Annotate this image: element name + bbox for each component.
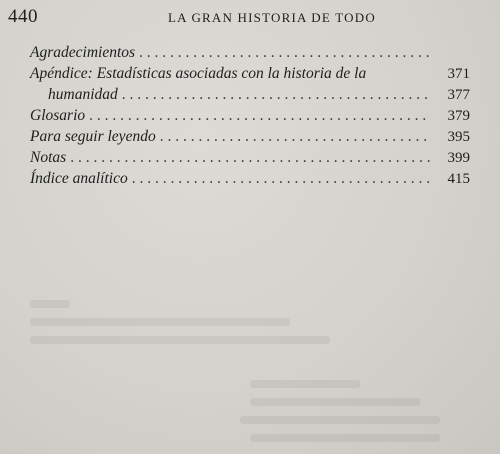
toc-entry-page: 371 <box>447 66 470 82</box>
toc-entry-title: Para seguir leyendo <box>30 128 156 145</box>
faint-line <box>240 416 440 424</box>
page-header <box>8 6 488 28</box>
toc-entry-notas <box>30 149 470 170</box>
toc-entry-agradecimientos <box>30 44 470 65</box>
toc-entry-page: 415 <box>447 171 470 187</box>
toc-entry-title-continued: humanidad <box>48 86 118 103</box>
toc-entry-title: Apéndice: Estadísticas asociadas con la historia de la <box>30 65 367 82</box>
toc-entry-indice-analitico <box>30 170 470 191</box>
toc-entry-title: Índice analítico <box>30 170 128 187</box>
faint-line <box>250 380 360 388</box>
toc-entry-apendice-line1 <box>30 65 470 86</box>
faint-line <box>250 398 420 406</box>
toc-entry-page: 399 <box>447 150 470 166</box>
toc-entry-title: Glosario <box>30 107 86 124</box>
dot-leader <box>139 44 430 62</box>
toc-entry-para-seguir-leyendo <box>30 128 470 149</box>
dot-leader <box>89 107 430 125</box>
faint-line <box>30 300 70 308</box>
toc-entry-page: 377 <box>447 87 470 103</box>
dot-leader <box>160 128 430 146</box>
faint-line <box>30 318 290 326</box>
toc-entry-title: Notas <box>30 149 67 166</box>
dot-leader <box>70 149 430 167</box>
toc-entry-page: 395 <box>447 129 470 145</box>
show-through-text <box>0 230 500 454</box>
faint-line <box>250 434 440 442</box>
toc-entry-apendice-line2 <box>30 86 470 107</box>
faint-line <box>30 336 330 344</box>
table-of-contents <box>30 44 470 191</box>
dot-leader <box>132 170 430 188</box>
page-number: 440 <box>8 6 38 27</box>
toc-entry-page: 379 <box>447 108 470 124</box>
dot-leader <box>122 86 430 104</box>
toc-entry-title: Agradecimientos <box>30 44 136 61</box>
toc-entry-glosario <box>30 107 470 128</box>
running-head: LA GRAN HISTORIA DE TODO <box>168 10 376 25</box>
